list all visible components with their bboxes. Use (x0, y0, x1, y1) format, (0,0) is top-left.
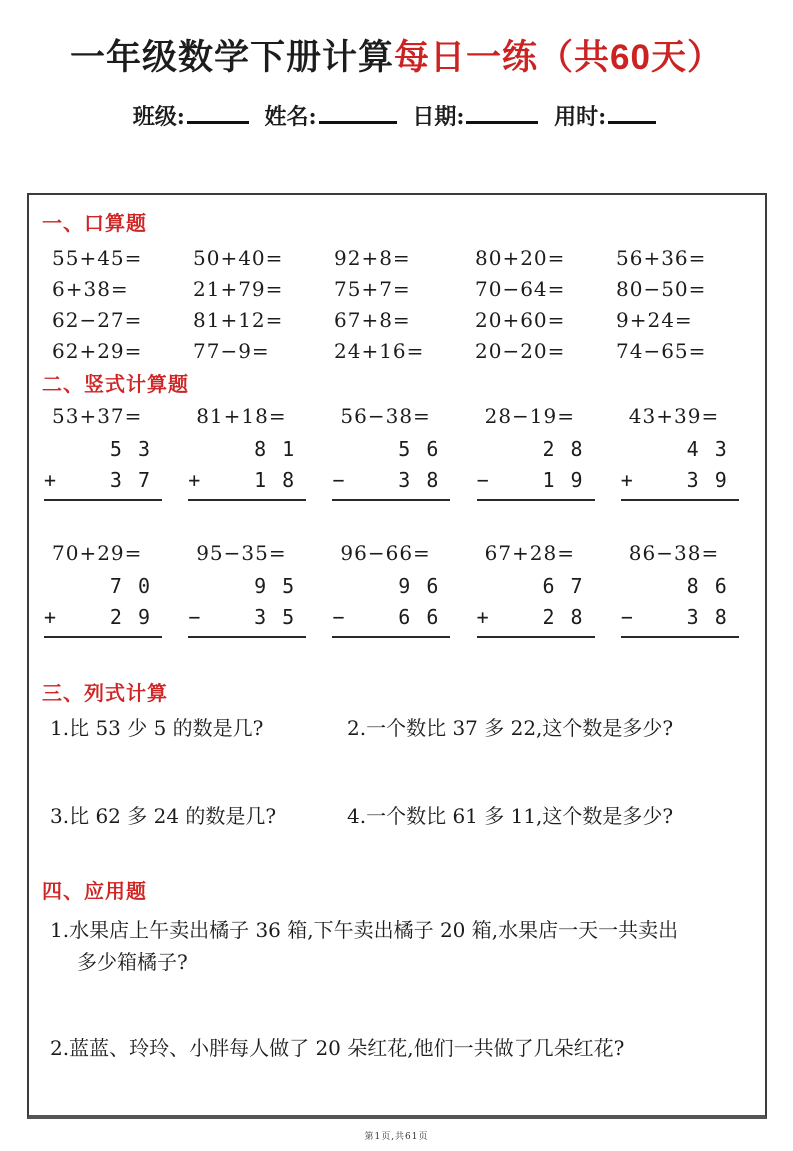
vertical-bottom-row (621, 468, 739, 492)
section-oral-heading: 一、口算题 (42, 211, 147, 235)
vertical-problems-row-1 (29, 404, 765, 501)
vertical-calc (332, 437, 450, 501)
oral-problem: 75+7= (334, 277, 411, 301)
vertical-operator: − (332, 605, 347, 629)
vertical-problem (44, 404, 188, 501)
vertical-top-operand: 7 0 (109, 574, 152, 598)
vertical-problem (477, 404, 621, 501)
vertical-calc (332, 574, 450, 638)
vertical-equation: 28−19= (484, 404, 576, 428)
vertical-answer-line (332, 499, 450, 501)
date-label: 日期: (412, 104, 465, 130)
vertical-bottom-row (621, 605, 739, 629)
vertical-problem (188, 541, 332, 638)
page-title (0, 30, 793, 80)
vertical-answer-line (621, 636, 739, 638)
vertical-top-operand: 5 3 (109, 437, 152, 461)
vertical-operator: + (188, 468, 203, 492)
vertical-operator: + (476, 605, 491, 629)
vertical-top-operand: 5 6 (398, 437, 441, 461)
vertical-equation: 81+18= (196, 404, 287, 428)
vertical-equation: 43+39= (628, 404, 720, 428)
vertical-bottom-row (477, 605, 595, 629)
vertical-bottom-operand: 2 8 (542, 605, 585, 629)
oral-problem: 74−65= (616, 339, 707, 363)
vertical-problem (188, 404, 332, 501)
oral-problem: 6+38= (52, 277, 129, 301)
word-problem-1 (50, 914, 749, 978)
vertical-answer-line (44, 499, 162, 501)
vertical-equation: 96−66= (340, 541, 431, 565)
vertical-bottom-operand: 1 9 (542, 468, 585, 492)
vertical-answer-line (332, 636, 450, 638)
vertical-equation: 86−38= (628, 541, 720, 565)
page-title-black: 一年级数学下册计算 (70, 38, 395, 77)
oral-problem: 9+24= (616, 308, 693, 332)
section-word-heading: 四、应用题 (42, 879, 147, 903)
vertical-problem (477, 541, 621, 638)
vertical-operator: − (620, 605, 635, 629)
time-blank (608, 101, 656, 124)
class-blank (187, 101, 249, 124)
vertical-equation: 95−35= (196, 541, 287, 565)
vertical-bottom-row (332, 605, 450, 629)
oral-problem: 62−27= (52, 308, 143, 332)
oral-problem: 55+45= (52, 246, 143, 270)
oral-problem: 92+8= (334, 246, 411, 270)
student-info-bar (0, 100, 793, 131)
vertical-top-operand: 2 8 (542, 437, 585, 461)
word-problem-line: 1.水果店上午卖出橘子 36 箱,下午卖出橘子 20 箱,水果店一天一共卖出 (50, 918, 679, 942)
vertical-operator: − (332, 468, 347, 492)
vertical-operator: − (476, 468, 491, 492)
vertical-bottom-operand: 2 9 (109, 605, 152, 629)
oral-problem: 21+79= (193, 277, 284, 301)
oral-problem: 20+60= (475, 308, 566, 332)
word-problems (29, 914, 765, 1064)
section-expression-heading: 三、列式计算 (42, 681, 168, 705)
vertical-calc (477, 574, 595, 638)
vertical-problems-row-2 (29, 541, 765, 638)
oral-problems-grid (29, 243, 765, 367)
vertical-bottom-operand: 3 5 (254, 605, 297, 629)
expression-problem: 3.比 62 多 24 的数是几? (50, 804, 277, 828)
expression-problem: 4.一个数比 61 多 11,这个数是多少? (347, 804, 674, 828)
vertical-calc (44, 437, 162, 501)
date-blank (466, 101, 538, 124)
vertical-problem (621, 541, 765, 638)
vertical-answer-line (44, 636, 162, 638)
vertical-equation: 56−38= (340, 404, 431, 428)
oral-problem: 50+40= (193, 246, 284, 270)
class-label: 班级: (132, 104, 185, 130)
vertical-problem (332, 404, 476, 501)
vertical-bottom-operand: 3 8 (686, 605, 729, 629)
vertical-answer-line (188, 636, 306, 638)
expression-problem: 1.比 53 少 5 的数是几? (50, 716, 264, 740)
vertical-bottom-operand: 3 7 (109, 468, 152, 492)
vertical-operator: − (188, 605, 203, 629)
vertical-equation: 67+28= (484, 541, 576, 565)
word-problem-2 (50, 1032, 749, 1064)
oral-problem: 80−50= (616, 277, 707, 301)
vertical-calc (188, 437, 306, 501)
time-label: 用时: (554, 104, 607, 130)
vertical-calc (44, 574, 162, 638)
oral-problem: 20−20= (475, 339, 566, 363)
section-vertical-heading: 二、竖式计算题 (42, 372, 189, 396)
vertical-top-operand: 9 6 (398, 574, 441, 598)
vertical-calc (621, 574, 739, 638)
vertical-calc (477, 437, 595, 501)
vertical-problem (44, 541, 188, 638)
oral-problem: 70−64= (475, 277, 566, 301)
oral-problem: 81+12= (193, 308, 284, 332)
vertical-bottom-row (477, 468, 595, 492)
vertical-top-operand: 8 6 (686, 574, 729, 598)
vertical-bottom-row (188, 605, 306, 629)
expression-problems-grid (29, 716, 765, 828)
oral-problem: 80+20= (475, 246, 566, 270)
name-blank (319, 101, 397, 124)
vertical-equation: 70+29= (52, 541, 143, 565)
vertical-top-operand: 6 7 (542, 574, 585, 598)
page-title-red: 每日一练（共60天） (394, 38, 723, 77)
vertical-answer-line (621, 499, 739, 501)
vertical-top-operand: 4 3 (686, 437, 729, 461)
vertical-bottom-row (44, 468, 162, 492)
oral-problem: 56+36= (616, 246, 707, 270)
worksheet-border-box (27, 193, 767, 1119)
vertical-bottom-row (44, 605, 162, 629)
expression-problem: 2.一个数比 37 多 22,这个数是多少? (347, 716, 674, 740)
vertical-problem (332, 541, 476, 638)
vertical-bottom-operand: 3 8 (398, 468, 441, 492)
vertical-calc (621, 437, 739, 501)
vertical-answer-line (188, 499, 306, 501)
vertical-operator: + (44, 468, 59, 492)
word-problem-line: 多少箱橘子? (77, 950, 188, 974)
vertical-top-operand: 9 5 (254, 574, 297, 598)
vertical-calc (188, 574, 306, 638)
vertical-bottom-operand: 3 9 (686, 468, 729, 492)
vertical-operator: + (620, 468, 635, 492)
vertical-top-operand: 8 1 (254, 437, 297, 461)
word-problem-line: 2.蓝蓝、玲玲、小胖每人做了 20 朵红花,他们一共做了几朵红花? (50, 1036, 625, 1060)
name-label: 姓名: (264, 104, 317, 130)
vertical-operator: + (44, 605, 59, 629)
vertical-bottom-operand: 6 6 (398, 605, 441, 629)
oral-problem: 77−9= (193, 339, 270, 363)
vertical-answer-line (477, 499, 595, 501)
vertical-problem (621, 404, 765, 501)
vertical-bottom-row (188, 468, 306, 492)
vertical-answer-line (477, 636, 595, 638)
vertical-bottom-row (332, 468, 450, 492)
oral-problem: 67+8= (334, 308, 411, 332)
vertical-equation: 53+37= (52, 404, 143, 428)
oral-problem: 24+16= (334, 339, 425, 363)
page-number-footer: 第1页,共61页 (364, 1132, 429, 1142)
vertical-bottom-operand: 1 8 (254, 468, 297, 492)
oral-problem: 62+29= (52, 339, 143, 363)
